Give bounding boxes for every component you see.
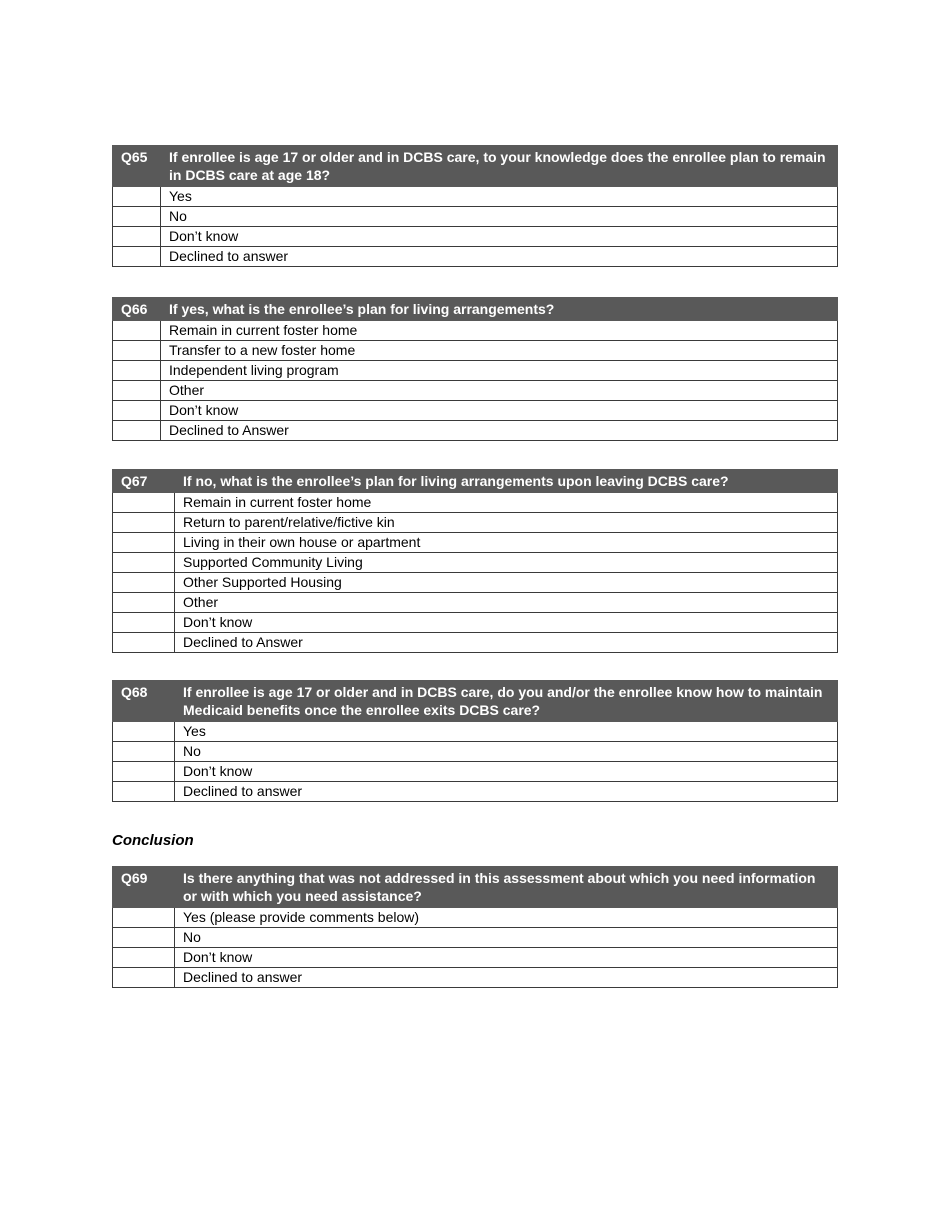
answer-label: No	[175, 928, 838, 948]
answer-checkbox[interactable]	[113, 227, 161, 247]
answer-row[interactable]	[113, 361, 838, 381]
answer-checkbox[interactable]	[113, 782, 175, 802]
answer-checkbox[interactable]	[113, 968, 175, 988]
answer-checkbox[interactable]	[113, 381, 161, 401]
question-text: If enrollee is age 17 or older and in DCBS care, to your knowledge does the enrollee plan to remain in DCBS care at age 18?	[161, 146, 838, 187]
answer-row[interactable]	[113, 421, 838, 441]
answer-row[interactable]	[113, 341, 838, 361]
answer-checkbox[interactable]	[113, 401, 161, 421]
answer-row[interactable]	[113, 553, 838, 573]
answer-row[interactable]	[113, 207, 838, 227]
answer-checkbox[interactable]	[113, 593, 175, 613]
answer-checkbox[interactable]	[113, 928, 175, 948]
answer-label: Independent living program	[161, 361, 838, 381]
answer-row[interactable]	[113, 401, 838, 421]
answer-row[interactable]	[113, 908, 838, 928]
answer-checkbox[interactable]	[113, 247, 161, 267]
answer-row[interactable]	[113, 633, 838, 653]
answer-row[interactable]	[113, 762, 838, 782]
answer-label: No	[175, 742, 838, 762]
answer-checkbox[interactable]	[113, 513, 175, 533]
answer-label: Declined to answer	[175, 968, 838, 988]
question-id: Q68	[113, 681, 175, 722]
answer-row[interactable]	[113, 948, 838, 968]
question-text: If enrollee is age 17 or older and in DCBS care, do you and/or the enrollee know how to maintain Medicaid benefits once the enrollee exits DCBS care?	[175, 681, 838, 722]
answer-label: Don’t know	[175, 613, 838, 633]
question-id: Q66	[113, 298, 161, 321]
answer-label: No	[161, 207, 838, 227]
answer-label: Yes	[161, 187, 838, 207]
question-table-q69	[112, 866, 838, 988]
answer-label: Other	[161, 381, 838, 401]
question-table-q68	[112, 680, 838, 802]
answer-label: Living in their own house or apartment	[175, 533, 838, 553]
answer-checkbox[interactable]	[113, 533, 175, 553]
answer-row[interactable]	[113, 533, 838, 553]
answer-label: Remain in current foster home	[175, 493, 838, 513]
answer-row[interactable]	[113, 187, 838, 207]
answer-checkbox[interactable]	[113, 948, 175, 968]
question-header	[113, 681, 838, 722]
question-table-q65	[112, 145, 838, 267]
answer-label: Declined to answer	[175, 782, 838, 802]
question-text: If no, what is the enrollee’s plan for living arrangements upon leaving DCBS care?	[175, 470, 838, 493]
answer-row[interactable]	[113, 722, 838, 742]
answer-checkbox[interactable]	[113, 207, 161, 227]
question-id: Q69	[113, 867, 175, 908]
answer-label: Transfer to a new foster home	[161, 341, 838, 361]
answer-label: Supported Community Living	[175, 553, 838, 573]
answer-row[interactable]	[113, 968, 838, 988]
answer-row[interactable]	[113, 742, 838, 762]
answer-checkbox[interactable]	[113, 762, 175, 782]
answer-label: Yes (please provide comments below)	[175, 908, 838, 928]
answer-checkbox[interactable]	[113, 187, 161, 207]
answer-row[interactable]	[113, 593, 838, 613]
answer-label: Don’t know	[175, 762, 838, 782]
answer-row[interactable]	[113, 227, 838, 247]
question-table-q67	[112, 469, 838, 653]
answer-label: Don’t know	[175, 948, 838, 968]
answer-label: Don’t know	[161, 227, 838, 247]
answer-row[interactable]	[113, 613, 838, 633]
answer-checkbox[interactable]	[113, 553, 175, 573]
answer-label: Other Supported Housing	[175, 573, 838, 593]
question-id: Q67	[113, 470, 175, 493]
answer-row[interactable]	[113, 513, 838, 533]
question-text: Is there anything that was not addressed in this assessment about which you need information or with which you need assistance?	[175, 867, 838, 908]
answer-row[interactable]	[113, 573, 838, 593]
answer-checkbox[interactable]	[113, 742, 175, 762]
question-text: If yes, what is the enrollee’s plan for living arrangements?	[161, 298, 838, 321]
answer-row[interactable]	[113, 493, 838, 513]
answer-row[interactable]	[113, 782, 838, 802]
answer-checkbox[interactable]	[113, 573, 175, 593]
answer-checkbox[interactable]	[113, 421, 161, 441]
answer-checkbox[interactable]	[113, 613, 175, 633]
answer-label: Return to parent/relative/fictive kin	[175, 513, 838, 533]
answer-row[interactable]	[113, 381, 838, 401]
answer-label: Other	[175, 593, 838, 613]
answer-label: Declined to answer	[161, 247, 838, 267]
answer-label: Declined to Answer	[175, 633, 838, 653]
section-heading-conclusion: Conclusion	[112, 832, 194, 849]
question-header	[113, 867, 838, 908]
answer-label: Yes	[175, 722, 838, 742]
answer-row[interactable]	[113, 247, 838, 267]
answer-checkbox[interactable]	[113, 321, 161, 341]
answer-row[interactable]	[113, 321, 838, 341]
question-table-q66	[112, 297, 838, 441]
answer-checkbox[interactable]	[113, 361, 161, 381]
answer-row[interactable]	[113, 928, 838, 948]
question-header	[113, 470, 838, 493]
answer-checkbox[interactable]	[113, 633, 175, 653]
answer-label: Declined to Answer	[161, 421, 838, 441]
question-header	[113, 298, 838, 321]
answer-checkbox[interactable]	[113, 493, 175, 513]
answer-label: Remain in current foster home	[161, 321, 838, 341]
answer-label: Don’t know	[161, 401, 838, 421]
answer-checkbox[interactable]	[113, 908, 175, 928]
question-id: Q65	[113, 146, 161, 187]
answer-checkbox[interactable]	[113, 341, 161, 361]
question-header	[113, 146, 838, 187]
answer-checkbox[interactable]	[113, 722, 175, 742]
